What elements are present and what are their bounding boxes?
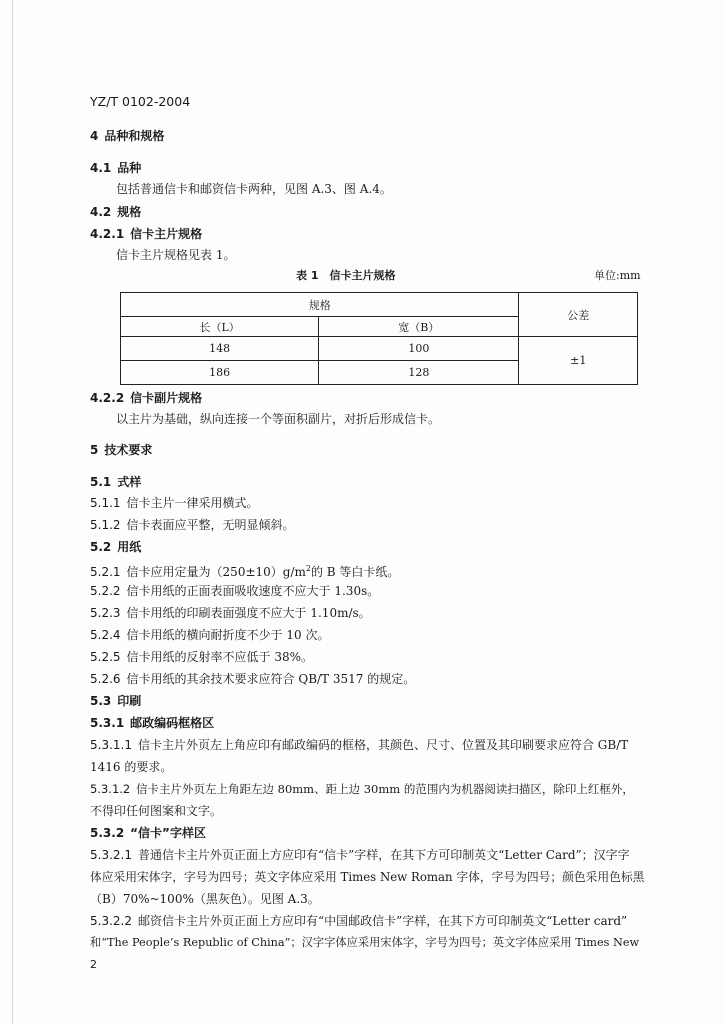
- section-number: 4: [90, 129, 99, 143]
- table-col-length: 长（L）: [121, 317, 319, 337]
- page-number: 2: [90, 958, 97, 971]
- clause-5-2-2: [90, 583, 379, 599]
- clause-number: 5.2.5: [90, 650, 121, 664]
- section-title: 信卡主片规格: [130, 227, 203, 241]
- clause-number: 5.3.1.2: [90, 782, 131, 796]
- clause-5-3-2-2-line-2: 和“The People’s Republic of China”；汉字字体应采用宋体字，字号为四号；英文字体应采用 Times New: [90, 936, 640, 949]
- clause-text: 信卡用纸的其余技术要求应符合 QB/T 3517 的规定。: [126, 672, 416, 686]
- section-number: 4.2: [90, 205, 112, 219]
- clause-text: 普通信卡主片外页正面上方应印有“信卡”字样，在其下方可印制英文“Letter Card”；汉字字: [137, 848, 630, 862]
- table-row: [121, 337, 638, 361]
- table-header-spec: 规格: [121, 293, 519, 317]
- clause-text: 信卡用纸的印刷表面强度不应大于 1.10m/s。: [126, 606, 371, 620]
- clause-5-3-1-2-line-2: 不得印任何图案和文字。: [90, 804, 223, 818]
- clause-number: 5.2.2: [90, 584, 121, 598]
- clause-5-2-5: [90, 649, 313, 665]
- clause-number: 5.2.3: [90, 606, 121, 620]
- section-number: 5.2: [90, 540, 112, 554]
- section-number: 5: [90, 443, 99, 457]
- table-col-width: 宽（B）: [319, 317, 519, 337]
- clause-5-2-4: [90, 627, 329, 643]
- section-4-2-1-body: 信卡主片规格见表 1。: [116, 248, 236, 262]
- section-4-2-heading: [90, 204, 141, 220]
- section-5-3-2-heading: [90, 825, 206, 841]
- table-header-tolerance: 公差: [519, 293, 638, 337]
- section-4-2-2-heading: [90, 390, 202, 406]
- section-title: 式样: [117, 475, 142, 489]
- section-title: 印刷: [117, 694, 142, 708]
- spec-table: [120, 292, 638, 385]
- clause-number: 5.1.1: [90, 496, 121, 510]
- clause-number: 5.3.2.2: [90, 914, 132, 928]
- section-title: 信卡副片规格: [130, 391, 203, 405]
- table-cell-tolerance: ±1: [519, 337, 638, 385]
- clause-number: 5.3.1.1: [90, 738, 132, 752]
- scan-edge-line: [12, 0, 13, 1024]
- clause-text: 信卡用纸的横向耐折度不少于 10 次。: [126, 628, 330, 642]
- standard-code: YZ/T 0102-2004: [90, 94, 191, 109]
- clause-5-1-1: [90, 495, 259, 511]
- section-title: “信卡”字样区: [130, 826, 206, 840]
- section-5-3-heading: [90, 693, 141, 709]
- section-4-heading: [90, 128, 164, 144]
- section-title: 规格: [117, 205, 142, 219]
- clause-5-3-1-2-line-1: [90, 781, 645, 797]
- table-cell-length: 186: [121, 361, 319, 385]
- section-number: 4.2.2: [90, 391, 125, 405]
- section-title: 品种: [117, 161, 142, 175]
- section-4-2-2-body: 以主片为基础，纵向连接一个等面积副片，对折后形成信卡。: [116, 412, 441, 426]
- clause-text: 信卡用纸的正面表面吸收速度不应大于 1.30s。: [126, 584, 380, 598]
- clause-number: 5.2.4: [90, 628, 121, 642]
- clause-text-pre: 信卡应用定量为（250±10）g/m: [126, 565, 306, 579]
- clause-number: 5.2.6: [90, 672, 121, 686]
- section-5-2-heading: [90, 539, 141, 555]
- section-title: 技术要求: [104, 443, 153, 457]
- section-4-1-body: 包括普通信卡和邮资信卡两种，见图 A.3、图 A.4。: [116, 182, 392, 196]
- section-5-3-1-heading: [90, 715, 214, 731]
- table-caption: 表 1 信卡主片规格: [296, 269, 396, 282]
- section-number: 5.3.2: [90, 826, 125, 840]
- clause-5-3-2-1-line-3: （B）70%~100%（黑灰色）。见图 A.3。: [90, 892, 320, 906]
- clause-text-post: 的 B 等白卡纸。: [310, 565, 400, 579]
- clause-5-2-1: [90, 561, 399, 580]
- clause-number: 5.2.1: [90, 565, 121, 579]
- section-number: 5.3: [90, 694, 112, 708]
- clause-text: 信卡主片外页左上角距左边 80mm、距上边 30mm 的范围内为机器阅读扫描区，除印上红框外，: [135, 782, 634, 796]
- clause-5-3-2-1-line-2: 体应采用宋体字，字号为四号；英文字体应采用 Times New Roman 字体，字号为四号；颜色采用色标黑: [90, 870, 645, 884]
- clause-number: 5.1.2: [90, 518, 121, 532]
- clause-text: 信卡主片一律采用横式。: [126, 496, 259, 510]
- section-number: 5.3.1: [90, 716, 125, 730]
- clause-number: 5.3.2.1: [90, 848, 132, 862]
- superscript: 2: [305, 564, 311, 573]
- clause-text: 信卡用纸的反射率不应低于 38%。: [126, 650, 314, 664]
- clause-text: 邮资信卡主片外页正面上方应印有“中国邮政信卡”字样，在其下方可印制英文“Letter card”: [137, 914, 628, 928]
- section-title: 品种和规格: [104, 129, 165, 143]
- table-cell-width: 128: [319, 361, 519, 385]
- section-number: 4.2.1: [90, 227, 125, 241]
- section-5-1-heading: [90, 474, 141, 490]
- table-cell-length: 148: [121, 337, 319, 361]
- clause-5-3-1-1-line-1: [90, 737, 645, 753]
- table-unit: 单位:mm: [594, 269, 641, 282]
- clause-5-1-2: [90, 517, 295, 533]
- clause-text: 信卡表面应平整，无明显倾斜。: [126, 518, 295, 532]
- clause-text: 信卡主片外页左上角应印有邮政编码的框格，其颜色、尺寸、位置及其印刷要求应符合 GB/T: [137, 738, 629, 752]
- clause-5-2-3: [90, 605, 371, 621]
- section-number: 4.1: [90, 161, 112, 175]
- clause-5-3-2-2-line-1: [90, 913, 645, 929]
- section-title: 邮政编码框格区: [130, 716, 215, 730]
- section-4-1-heading: [90, 160, 141, 176]
- section-title: 用纸: [117, 540, 142, 554]
- section-4-2-1-heading: [90, 226, 202, 242]
- clause-5-3-1-1-line-2: 1416 的要求。: [90, 760, 173, 774]
- clause-5-3-2-1-line-1: [90, 847, 645, 863]
- section-5-heading: [90, 442, 152, 458]
- clause-5-2-6: [90, 671, 415, 687]
- section-number: 5.1: [90, 475, 112, 489]
- table-cell-width: 100: [319, 337, 519, 361]
